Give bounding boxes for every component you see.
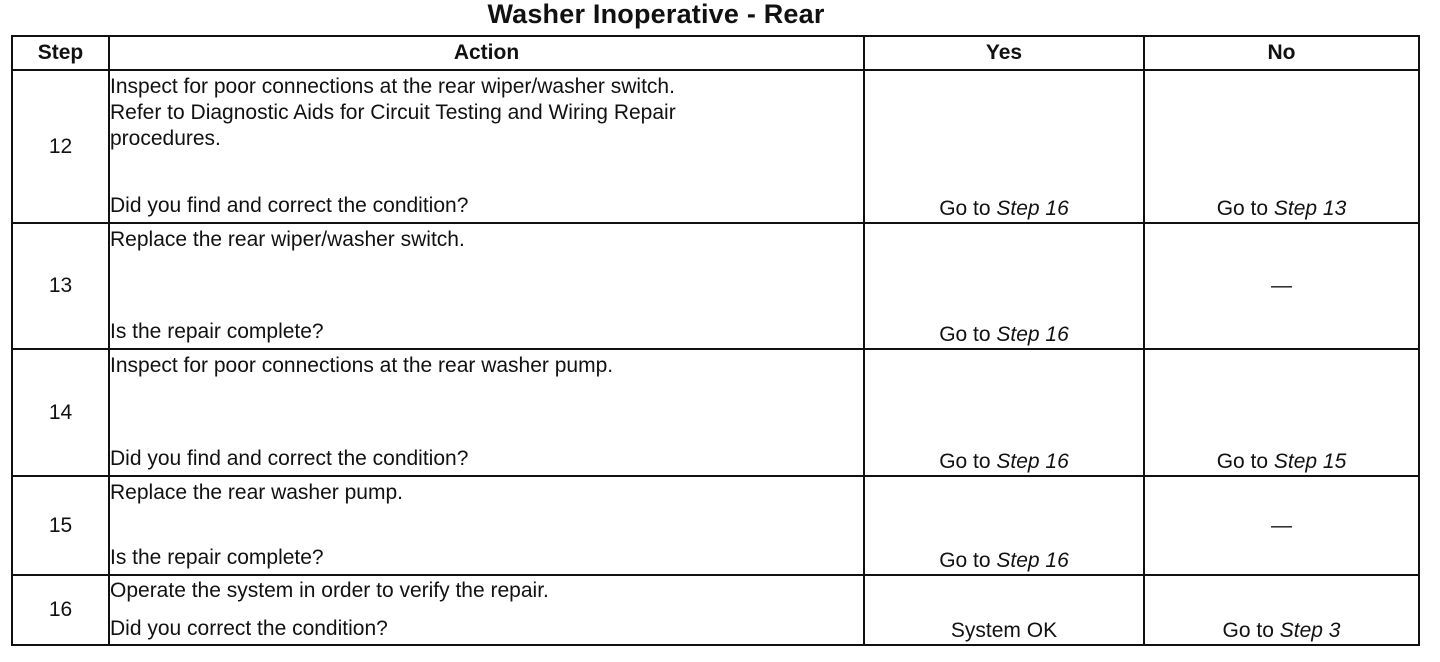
header-yes: Yes [864, 36, 1144, 70]
step-number: 16 [12, 575, 109, 645]
no-cell [1144, 575, 1419, 645]
yes-prefix: Go to [939, 197, 997, 220]
no-prefix: Go to [1216, 197, 1274, 220]
no-prefix: Go to [1222, 619, 1280, 642]
header-action: Action [109, 36, 864, 70]
yes-prefix: Go to [939, 549, 997, 572]
yes-cell [864, 575, 1144, 645]
yes-cell [864, 223, 1144, 349]
step-number: 12 [12, 70, 109, 223]
step-number: 14 [12, 349, 109, 476]
table-row [12, 70, 1419, 223]
no-dash: — [1271, 274, 1292, 297]
no-cell [1144, 70, 1419, 223]
action-instruction: Inspect for poor connections at the rear wiper/washer switch. Refer to Diagnostic Aids for Circuit Testing and Wiring Repair procedures. [110, 75, 676, 150]
yes-step-link: Step 16 [996, 197, 1069, 220]
table-row [12, 476, 1419, 575]
no-cell [1144, 223, 1419, 349]
action-cell [109, 70, 864, 223]
header-no: No [1144, 36, 1419, 70]
action-question: Is the repair complete? [110, 546, 324, 569]
no-step-link: Step 3 [1279, 619, 1341, 642]
no-prefix: Go to [1216, 450, 1274, 473]
action-instruction: Replace the rear washer pump. [110, 481, 403, 504]
yes-cell [864, 476, 1144, 575]
yes-step-link: Step 16 [996, 549, 1069, 572]
action-question: Did you find and correct the condition? [110, 194, 469, 217]
table-row [12, 575, 1419, 645]
no-step-link: Step 13 [1273, 197, 1347, 220]
step-number: 15 [12, 476, 109, 575]
yes-cell [864, 70, 1144, 223]
action-cell [109, 349, 864, 476]
action-instruction: Replace the rear wiper/washer switch. [110, 228, 465, 251]
yes-result: System OK [950, 619, 1058, 642]
no-step-link: Step 15 [1273, 450, 1347, 473]
no-cell [1144, 476, 1419, 575]
step-number: 13 [12, 223, 109, 349]
yes-cell [864, 349, 1144, 476]
action-question: Is the repair complete? [110, 320, 324, 343]
yes-prefix: Go to [939, 323, 997, 346]
yes-prefix: Go to [939, 450, 997, 473]
action-question: Did you correct the condition? [110, 617, 388, 640]
yes-step-link: Step 16 [996, 323, 1069, 346]
yes-step-link: Step 16 [996, 450, 1069, 473]
page-title: Washer Inoperative - Rear [487, 0, 825, 29]
header-step: Step [12, 36, 109, 70]
action-cell [109, 223, 864, 349]
table-row [12, 349, 1419, 476]
action-cell [109, 476, 864, 575]
action-cell [109, 575, 864, 645]
no-dash: — [1271, 513, 1292, 537]
action-question: Did you find and correct the condition? [110, 447, 469, 470]
table-header-row [12, 36, 1419, 70]
action-instruction: Operate the system in order to verify the repair. [110, 579, 549, 602]
action-instruction: Inspect for poor connections at the rear washer pump. [110, 354, 614, 377]
no-cell [1144, 349, 1419, 476]
diagnostic-table [11, 35, 1420, 646]
table-row [12, 223, 1419, 349]
